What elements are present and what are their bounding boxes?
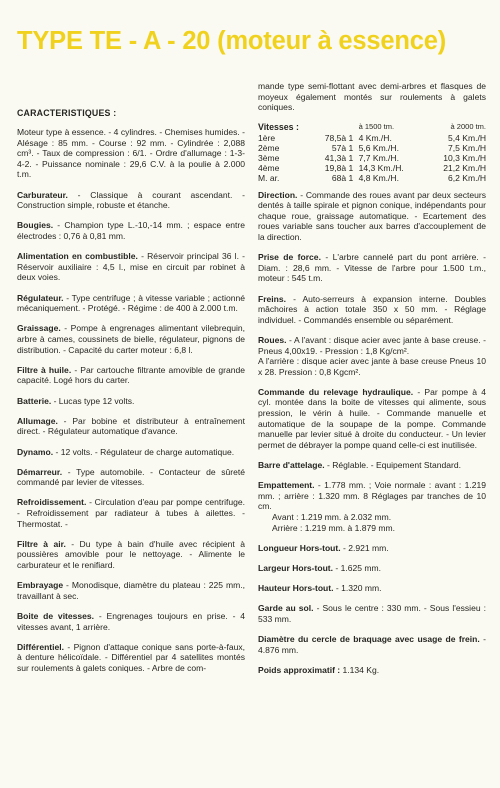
spec-label: Diamètre du cercle de braquage avec usage de frein. (258, 634, 480, 645)
spec-refroidissement (17, 497, 245, 529)
spec-carburateur (17, 190, 245, 211)
gear-speed-2000: 6,2 Km./H (448, 173, 486, 184)
gear-speed-2000: 5,4 Km./H (448, 132, 486, 143)
spec-demarreur (17, 467, 245, 488)
gear-ratio-unit: à 1 (341, 132, 354, 143)
spec-graissage (17, 323, 245, 355)
gear-ratio-unit: à 1 (341, 142, 354, 153)
gear-name: 1ère (258, 132, 276, 143)
spec-value: - Classique à courant ascendant. - Construction simple, robuste et étanche. (17, 189, 245, 211)
spec-label: Empattement. (258, 480, 315, 491)
spec-value: - Monodisque, diamètre du plateau : 225 mm., travaillant à sec. (17, 580, 245, 601)
spec-label: Largeur Hors-tout. (258, 562, 334, 573)
spec-label: Barre d'attelage. (258, 460, 325, 471)
spec-value: - Par bobine et distributeur à entraînement direct. - Régulateur automatique d'avance. (17, 415, 245, 437)
rpm-1500-label: à 1500 tm. (358, 122, 395, 132)
spec-bougies (17, 220, 245, 241)
spec-embrayage (17, 580, 245, 601)
empattement-arriere: Arrière : 1.219 mm. à 1.879 mm. (272, 522, 396, 533)
spec-label: Roues. (258, 334, 287, 345)
spec-value: - Par pompe à 4 cyl. montée dans la boite de vitesses qui alimente, sous pression, le vérin à huile. - Commande manuelle et automatique de la soupape de la pompe. Commande manuelle par levier situé à droite du conducteur. - Un levier permet de débrayer la pompe quand celle-ci est inutilisée. (258, 386, 486, 450)
spec-value: - 12 volts. - Régulateur de charge automatique. (53, 446, 235, 457)
spec-label: Alimentation en combustible. (17, 251, 138, 262)
section-heading: CARACTERISTIQUES : (17, 108, 117, 118)
spec-longueur (258, 543, 486, 554)
spec-label: Longueur Hors-tout. (258, 542, 341, 553)
vitesses-table (258, 122, 486, 183)
gear-speed-1500: 5,6 Km./H. (358, 142, 399, 153)
gear-speed-1500: 4 Km./H. (358, 132, 392, 143)
spec-value: - Champion type L.-10,-14 mm. ; espace entre électrodes : 0,76 à 0,81 mm. (17, 220, 245, 242)
spec-value: - L'arbre cannelé part du pont arrière. - Diam. : 28,6 mm. - Vitesse de l'arbre pour 1.500 t.m., moteur : 545 t.m. (258, 252, 486, 284)
gear-name: 3ème (258, 152, 280, 163)
spec-value: - 1.625 mm. (333, 562, 382, 573)
spec-filtre-huile (17, 365, 245, 386)
spec-label: Refroidissement. (17, 497, 87, 508)
spec-dynamo (17, 447, 245, 458)
spec-label: Direction. (258, 189, 298, 200)
spec-value: - Circulation d'eau par pompe centrifuge. - Refroidissement par radiateur à tubes à ailettes. - Thermostat. - (17, 497, 245, 529)
spec-label: Prise de force. (258, 252, 321, 263)
left-column (17, 108, 245, 683)
spec-allumage (17, 416, 245, 437)
spec-freins (258, 294, 486, 326)
spec-label: Freins. (258, 293, 287, 304)
spec-label: Poids approximatif : (258, 664, 341, 675)
spec-value: - Auto-serreurs à expansion interne. Doubles mâchoires à action totale 350 x 50 mm. - Réglage individuel. - Commandés ensemble ou séparément. (258, 293, 486, 325)
gear-speed-2000: 10,3 Km./H (443, 152, 486, 163)
spec-label: Batterie. (17, 395, 52, 406)
spec-value: - Par cartouche filtrante amovible de grande capacité. Logé hors du carter. (17, 364, 246, 386)
spec-label: Filtre à huile. (17, 364, 72, 375)
spec-regulateur (17, 293, 245, 314)
spec-empattement (258, 480, 486, 512)
spec-diametre-braquage (258, 634, 486, 655)
spec-label: Différentiel. (17, 641, 65, 652)
spec-value: - Type automobile. - Contacteur de sûreté commandé par levier de vitesses. (17, 466, 245, 488)
gear-speed-1500: 7,7 Km./H. (358, 152, 399, 163)
spec-alimentation (17, 251, 245, 283)
spec-differentiel (17, 642, 245, 674)
spec-value: - A l'avant : disque acier avec jante à base creuse. - Pneus 4,00x19. - Pression : 1,8 Kg/cm². (258, 334, 486, 356)
spec-value: - Sous le centre : 330 mm. - Sous l'essieu : 533 mm. (258, 603, 487, 624)
spec-label: Régulateur. (17, 292, 64, 303)
spec-poids (258, 665, 486, 676)
spec-value: - Lucas type 12 volts. (51, 395, 135, 406)
spec-label: Bougies. (17, 220, 54, 231)
right-column (258, 81, 487, 685)
spec-garde-au-sol (258, 603, 486, 624)
gear-ratio: 41,3 (324, 152, 342, 163)
gear-speed-1500: 14,3 Km./H. (358, 163, 404, 174)
gear-name: 4ème (258, 163, 280, 174)
empattement-avant: Avant : 1.219 mm. à 2.032 mm. (272, 512, 392, 522)
gear-speed-2000: 21,2 Km./H (443, 163, 486, 174)
spec-value: - Commande des roues avant par deux secteurs dentés à taille spirale et pignon conique, indépendants pour chaque roue, graissage automatique. - Ecartement des roues variable sans toucher aux barres d'accouplement de la direction. (258, 189, 486, 242)
spec-label: Embrayage (17, 580, 64, 591)
spec-label: Graissage. (17, 323, 61, 334)
spec-batterie (17, 396, 245, 407)
gear-ratio-unit: à 1 (341, 163, 354, 174)
gear-row (258, 143, 486, 153)
spec-label: Dynamo. (17, 446, 54, 457)
spec-label: Hauteur Hors-tout. (258, 583, 334, 594)
spec-value: - Engrenages toujours en prise. - 4 vitesses avant, 1 arrière. (17, 611, 245, 632)
spec-relevage (258, 387, 486, 451)
spec-value: - Du type à bain d'huile avec récipient à poussières amovible pour le nettoyage. - Alimente le carburateur et le renifiard. (17, 538, 245, 571)
rpm-2000-label: à 2000 tm. (450, 122, 486, 132)
spec-largeur (258, 563, 486, 574)
spec-hauteur (258, 583, 486, 594)
spec-prise-de-force (258, 252, 486, 284)
gear-ratio: 57 (331, 142, 342, 153)
gear-row (258, 173, 486, 183)
spec-value: - Pompe à engrenages alimentant vilebrequin, arbre à cames, coussinets de bielle, régulateur, pignons de distribution. - Capacité du carter moteur : 6,8 l. (17, 323, 245, 355)
spec-filtre-air (17, 539, 245, 571)
gear-speed-1500: 4,8 Km./H. (358, 173, 399, 184)
gear-row (258, 163, 486, 173)
spec-label: Carburateur. (17, 189, 68, 200)
gear-name: 2ème (258, 142, 280, 153)
moteur-text: Moteur type à essence. - 4 cylindres. - Chemises humides. - Alésage : 85 mm. - Course : 92 mm. - Cylindrée : 2,088 cm³. - Taux de compression : 6/1. - Ordre d'allumage : 1-3-4-2. - Puissance nominale : 29,6 C.V. à la poulie à 2.000 t.m. (17, 127, 245, 180)
page-title: TYPE TE - A - 20 (moteur à essence) (17, 27, 446, 55)
spec-boite (17, 611, 245, 632)
vitesses-label: Vitesses : (258, 122, 299, 133)
spec-roues-arriere: A l'arrière : disque acier avec jante à base creuse Pneus 10 x 28. Pression : 0,8 Kgcm². (258, 356, 486, 377)
spec-value: - 1.320 mm. (333, 583, 382, 594)
spec-value: - 1.778 mm. ; Voie normale : avant : 1.219 mm. ; arrière : 1.320 mm. 8 Réglages par tranches de 10 cm. (258, 480, 486, 512)
spec-value: - Type centrifuge ; à vitesse variable ; actionné mécaniquement. - Protégé. - Régime : de 400 à 2.000 t.m. (17, 292, 245, 314)
spec-label: Boite de vitesses. (17, 611, 95, 621)
spec-direction (258, 190, 486, 243)
spec-value: - 2.921 mm. (340, 542, 389, 553)
gear-ratio: 68 (331, 173, 342, 184)
spec-roues (258, 335, 486, 356)
spec-value: - Réservoir principal 36 l. - Réservoir auxiliaire : 4,5 l., mise en circuit par robinet à deux voies. (17, 251, 245, 283)
spec-label: Allumage. (17, 415, 58, 426)
gear-name: M. ar. (258, 173, 280, 184)
gear-ratio: 78,5 (324, 132, 342, 143)
spec-value: - Réglable. - Equipement Standard. (324, 460, 461, 471)
spec-barre-attelage (258, 460, 486, 471)
vitesses-header-row (258, 122, 486, 132)
spec-label: Filtre à air. (17, 538, 66, 549)
gear-ratio-unit: à 1 (341, 152, 354, 163)
gear-ratio: 19,8 (324, 163, 342, 174)
spec-label: Commande du relevage hydraulique. (258, 386, 414, 397)
gear-speed-2000: 7,5 Km./H (448, 142, 486, 153)
spec-value: - Pignon d'attaque conique sans porte-à-faux, à denture hélicoïdale. - Différentiel par 4 satellites montés sur roulements à galets coniques. - Arbre de com- (17, 641, 245, 673)
spec-value: 1.134 Kg. (340, 664, 380, 675)
spec-label: Démarreur. (17, 466, 63, 477)
continued-text: mande type semi-flottant avec demi-arbres et flasques de moyeux également montés sur roulements à galets coniques. (258, 81, 486, 113)
spec-label: Garde au sol. (258, 603, 314, 614)
gear-ratio-unit: à 1 (341, 173, 354, 184)
spec-value: - 4.876 mm. (258, 634, 486, 655)
gear-row (258, 133, 486, 143)
gear-row (258, 153, 486, 163)
